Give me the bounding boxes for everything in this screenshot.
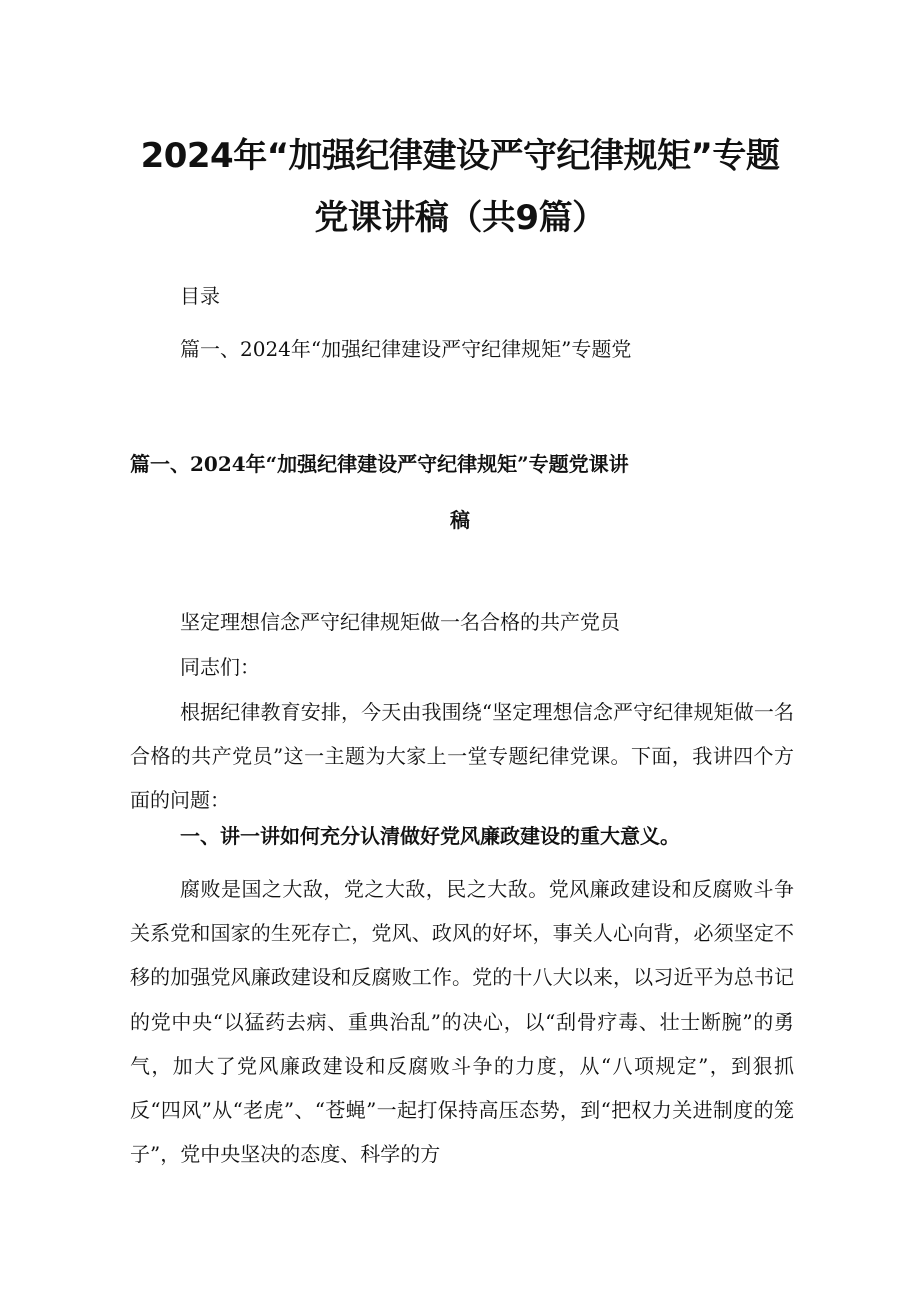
paragraph-corruption: 腐败是国之大敌，党之大敌，民之大敌。党风廉政建设和反腐败斗争关系党和国家的生死存亡，党风、政风的好坏，事关人心向背，必须坚定不移的加强党风廉政建设和反腐败工作。党的十八大以来，以习近平为总书记的党中央“以猛药去病、重典治乱”的决心，以“刮骨疗毒、壮士断腕”的勇气，加大了党风廉政建设和反腐败斗争的力度，从“八项规定”，到狠抓反“四风”从“老虎”、“苍蝇”一起打保持高压态势，到“把权力关进制度的笼子”，党中央坚决的态度、科学的方 xyxy=(130,877,794,1167)
heading-part-one: 一、讲一讲如何充分认清做好党风廉政建设的重大意义。 xyxy=(180,824,680,848)
section-heading-line-1: 篇一、2024年“加强纪律建设严守纪律规矩”专题党课讲 xyxy=(130,452,629,476)
toc-item-1[interactable]: 篇一、2024年“加强纪律建设严守纪律规矩”专题党 xyxy=(180,337,632,361)
toc-label: 目录 xyxy=(180,284,220,308)
greeting: 同志们： xyxy=(180,655,260,679)
document-title-line-2: 党课讲稿（共9篇） xyxy=(314,198,606,238)
section-heading-line-2: 稿 xyxy=(450,508,470,532)
speech-title: 坚定理想信念严守纪律规矩做一名合格的共产党员 xyxy=(180,610,620,634)
document-title-line-1: 2024年“加强纪律建设严守纪律规矩”专题 xyxy=(140,136,780,176)
paragraph-intro: 根据纪律教育安排，今天由我围绕“坚定理想信念严守纪律规矩做一名合格的共产党员”这一主题为大家上一堂专题纪律党课。下面，我讲四个方面的问题： xyxy=(130,700,794,813)
